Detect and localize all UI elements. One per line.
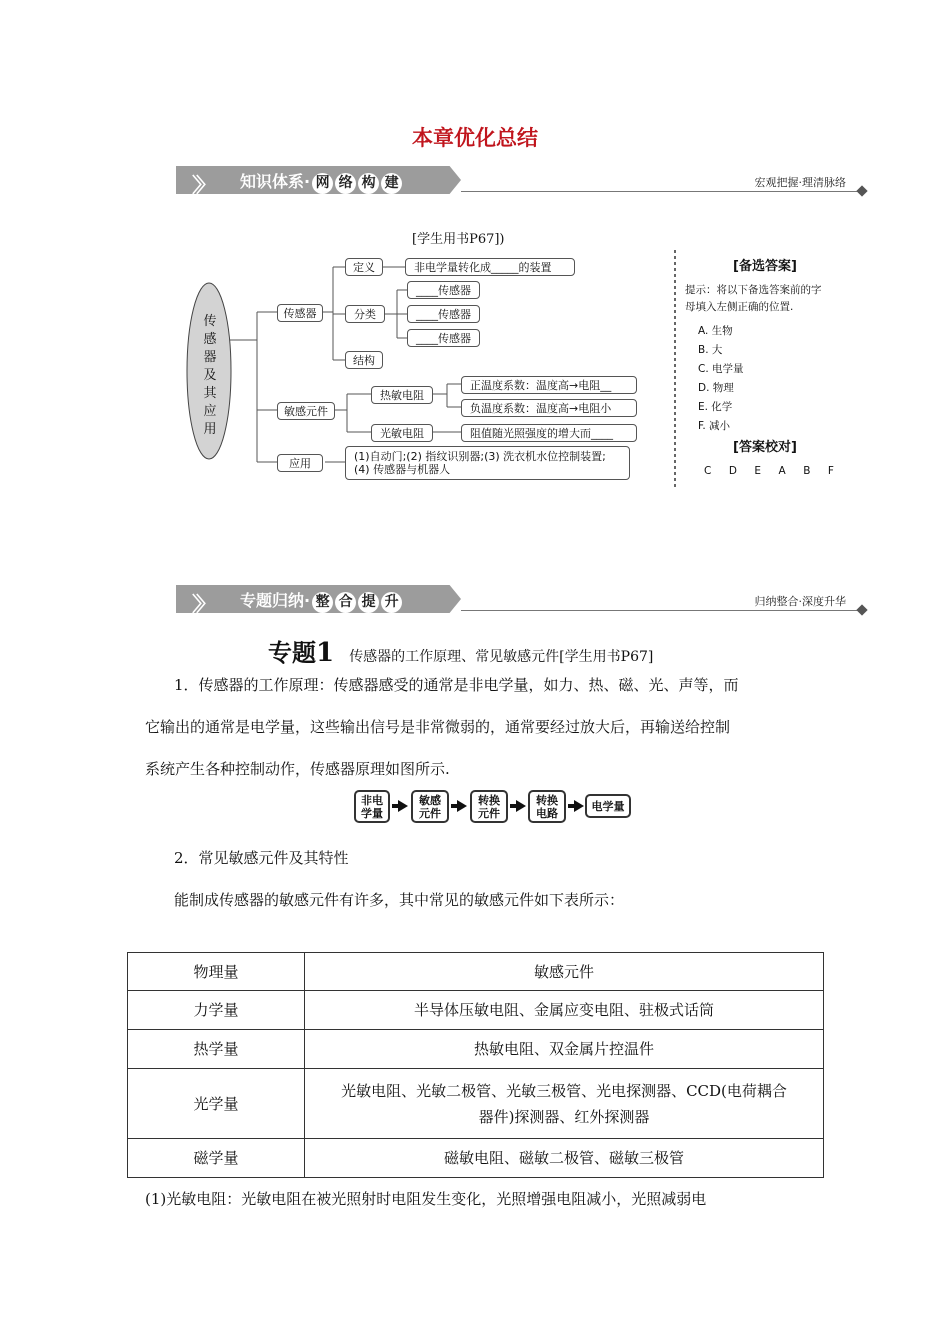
flow-box-conversion-element — [470, 790, 508, 823]
topic-text: 传感器的工作原理、常见敏感元件[学生用书P67] — [349, 649, 654, 665]
paragraph: 能制成传感器的敏感元件有许多，其中常见的敏感元件如下表所示： — [174, 891, 625, 909]
answers-divider — [672, 250, 678, 488]
banner-char: 网 — [312, 173, 333, 194]
topic-number: 1 — [316, 638, 335, 668]
table-cell-line: 器件)探测器、红外探测器 — [478, 1107, 650, 1126]
answer-key-item: A — [778, 465, 786, 477]
node-ntc: 负温度系数：温度高→电阻小 — [461, 399, 637, 417]
node-sensor: 传感器 — [277, 304, 323, 322]
answer-key-item: F — [827, 465, 834, 477]
banner-dot: · — [304, 591, 311, 610]
table-cell: 磁敏电阻、磁敏二极管、磁敏三极管 — [305, 1139, 824, 1178]
answer-key-item: D — [728, 465, 737, 477]
node-definition-text: 非电学量转化成_____的装置 — [405, 258, 575, 276]
node-class-item: ____传感器 — [407, 281, 480, 299]
flow-box-conversion-circuit — [528, 790, 566, 823]
node-class-item: ____传感器 — [407, 329, 480, 347]
node-application: 应用 — [277, 454, 323, 472]
table-cell: 磁学量 — [128, 1139, 305, 1178]
banner-line — [461, 191, 859, 192]
answer-option: E. 化学 — [698, 401, 733, 413]
banner-subtitle: 宏观把握·理清脉络 — [754, 176, 846, 189]
flow-text: 转换 — [478, 793, 500, 807]
flow-box-sensitive — [411, 790, 449, 823]
flow-text: 转换 — [536, 793, 558, 807]
paragraph: 它输出的通常是电学量，这些输出信号是非常微弱的，通常要经过放大后，再输送给控制 — [145, 718, 731, 736]
root-char: 器 — [203, 350, 217, 365]
topic-label: 专题 — [268, 639, 316, 667]
table-row — [128, 1139, 824, 1178]
application-line: (1)自动门;(2) 指纹识别器;(3) 洗衣机水位控制装置; — [354, 450, 606, 463]
banner-char: 络 — [335, 173, 356, 194]
answer-check-title: [答案校对] — [733, 440, 797, 455]
reference-note: [学生用书P67]) — [412, 232, 505, 247]
answers-options — [698, 322, 744, 436]
node-thermistor: 热敏电阻 — [371, 386, 433, 404]
flow-text: 电学量 — [591, 799, 625, 813]
table-cell-line: 光敏电阻、光敏二极管、光敏三极管、光电探测器、CCD(电荷耦合 — [341, 1081, 787, 1100]
banner-main: 知识体系 — [240, 172, 305, 191]
root-char: 用 — [203, 422, 217, 437]
arrow-right-icon — [574, 800, 584, 812]
flow-text: 敏感 — [419, 793, 441, 807]
banner-char: 构 — [358, 173, 379, 194]
table-header: 敏感元件 — [305, 953, 824, 991]
node-photo-text: 阻值随光照强度的增大而____ — [461, 424, 637, 442]
answer-key-item: C — [704, 465, 712, 477]
node-structure: 结构 — [345, 351, 383, 369]
answer-option: D. 物理 — [698, 382, 734, 394]
table-row — [128, 1069, 824, 1139]
flow-text: 元件 — [419, 806, 441, 820]
flow-text: 非电 — [361, 793, 383, 807]
application-line: (4) 传感器与机器人 — [354, 463, 451, 476]
section-banner-topics — [176, 585, 866, 615]
paragraph: 1．传感器的工作原理：传感器感受的通常是非电学量，如力、热、磁、光、声等，而 — [174, 676, 739, 694]
banner-main: 专题归纳 — [240, 591, 305, 610]
banner-char: 整 — [312, 592, 333, 613]
root-char: 其 — [203, 386, 217, 401]
node-classification: 分类 — [345, 305, 385, 323]
root-char: 及 — [203, 368, 217, 383]
arrow-right-icon — [457, 800, 467, 812]
diamond-icon — [856, 185, 867, 196]
flow-text: 学量 — [361, 806, 383, 820]
chevron-right-icon: 〉〉 — [192, 173, 210, 197]
paragraph: 2．常见敏感元件及其特性 — [174, 849, 349, 867]
paragraph: 系统产生各种控制动作，传感器原理如图所示. — [145, 760, 450, 778]
flow-box-non-electric — [354, 790, 390, 823]
table-cell: 力学量 — [128, 991, 305, 1030]
node-photoresistor: 光敏电阻 — [371, 424, 433, 442]
answer-option: A. 生物 — [698, 325, 733, 337]
banner-line — [461, 610, 859, 611]
answers-hint: 母填入左侧正确的位置. — [685, 301, 794, 313]
banner-subtitle: 归纳整合·深度升华 — [754, 595, 846, 608]
section-banner-knowledge — [176, 166, 866, 196]
flow-box-electric — [585, 794, 631, 818]
banner-char: 升 — [381, 592, 402, 613]
paragraph: (1)光敏电阻：光敏电阻在被光照射时电阻发生变化，光照增强电阻减小，光照减弱电 — [145, 1190, 707, 1208]
banner-char: 提 — [358, 592, 379, 613]
table-cell: 光学量 — [128, 1069, 305, 1139]
table-cell: 半导体压敏电阻、金属应变电阻、驻极式话筒 — [305, 991, 824, 1030]
answers-hint: 提示：将以下备选答案前的字 — [685, 284, 822, 296]
arrow-right-icon — [516, 800, 526, 812]
banner-char: 合 — [335, 592, 356, 613]
node-ptc: 正温度系数：温度高→电阻__ — [461, 376, 637, 394]
root-char: 应 — [203, 404, 217, 419]
banner-char: 建 — [381, 173, 402, 194]
node-sensitive-element: 敏感元件 — [277, 402, 335, 420]
table-cell: 热学量 — [128, 1030, 305, 1069]
root-char: 传 — [203, 314, 217, 329]
topic-heading — [268, 633, 653, 668]
banner-title — [240, 169, 402, 194]
answer-key-item: E — [754, 465, 762, 477]
banner-dot: · — [304, 172, 311, 191]
sensor-table — [127, 952, 824, 1178]
arrow-right-icon — [398, 800, 408, 812]
answers-title: [备选答案] — [733, 259, 797, 274]
table-cell: 热敏电阻、双金属片控温件 — [305, 1030, 824, 1069]
table-row — [128, 991, 824, 1030]
flow-text: 元件 — [478, 806, 500, 820]
mindmap-root — [198, 313, 222, 439]
diamond-icon — [856, 604, 867, 615]
answer-key — [704, 465, 834, 477]
node-definition: 定义 — [345, 258, 383, 276]
table-cell — [305, 1069, 824, 1139]
root-char: 感 — [203, 332, 217, 347]
node-class-item: ____传感器 — [407, 305, 480, 323]
node-application-text — [345, 446, 630, 480]
table-header-row — [128, 953, 824, 991]
answer-option: B. 大 — [698, 344, 723, 356]
banner-title — [240, 588, 402, 613]
flow-text: 电路 — [536, 806, 558, 820]
table-row — [128, 1030, 824, 1069]
table-header: 物理量 — [128, 953, 305, 991]
answer-option: C. 电学量 — [698, 363, 744, 375]
chevron-right-icon: 〉〉 — [192, 592, 210, 616]
answer-option: F. 减小 — [698, 420, 731, 432]
page-title: 本章优化总结 — [412, 126, 538, 150]
answer-key-item: B — [803, 465, 811, 477]
